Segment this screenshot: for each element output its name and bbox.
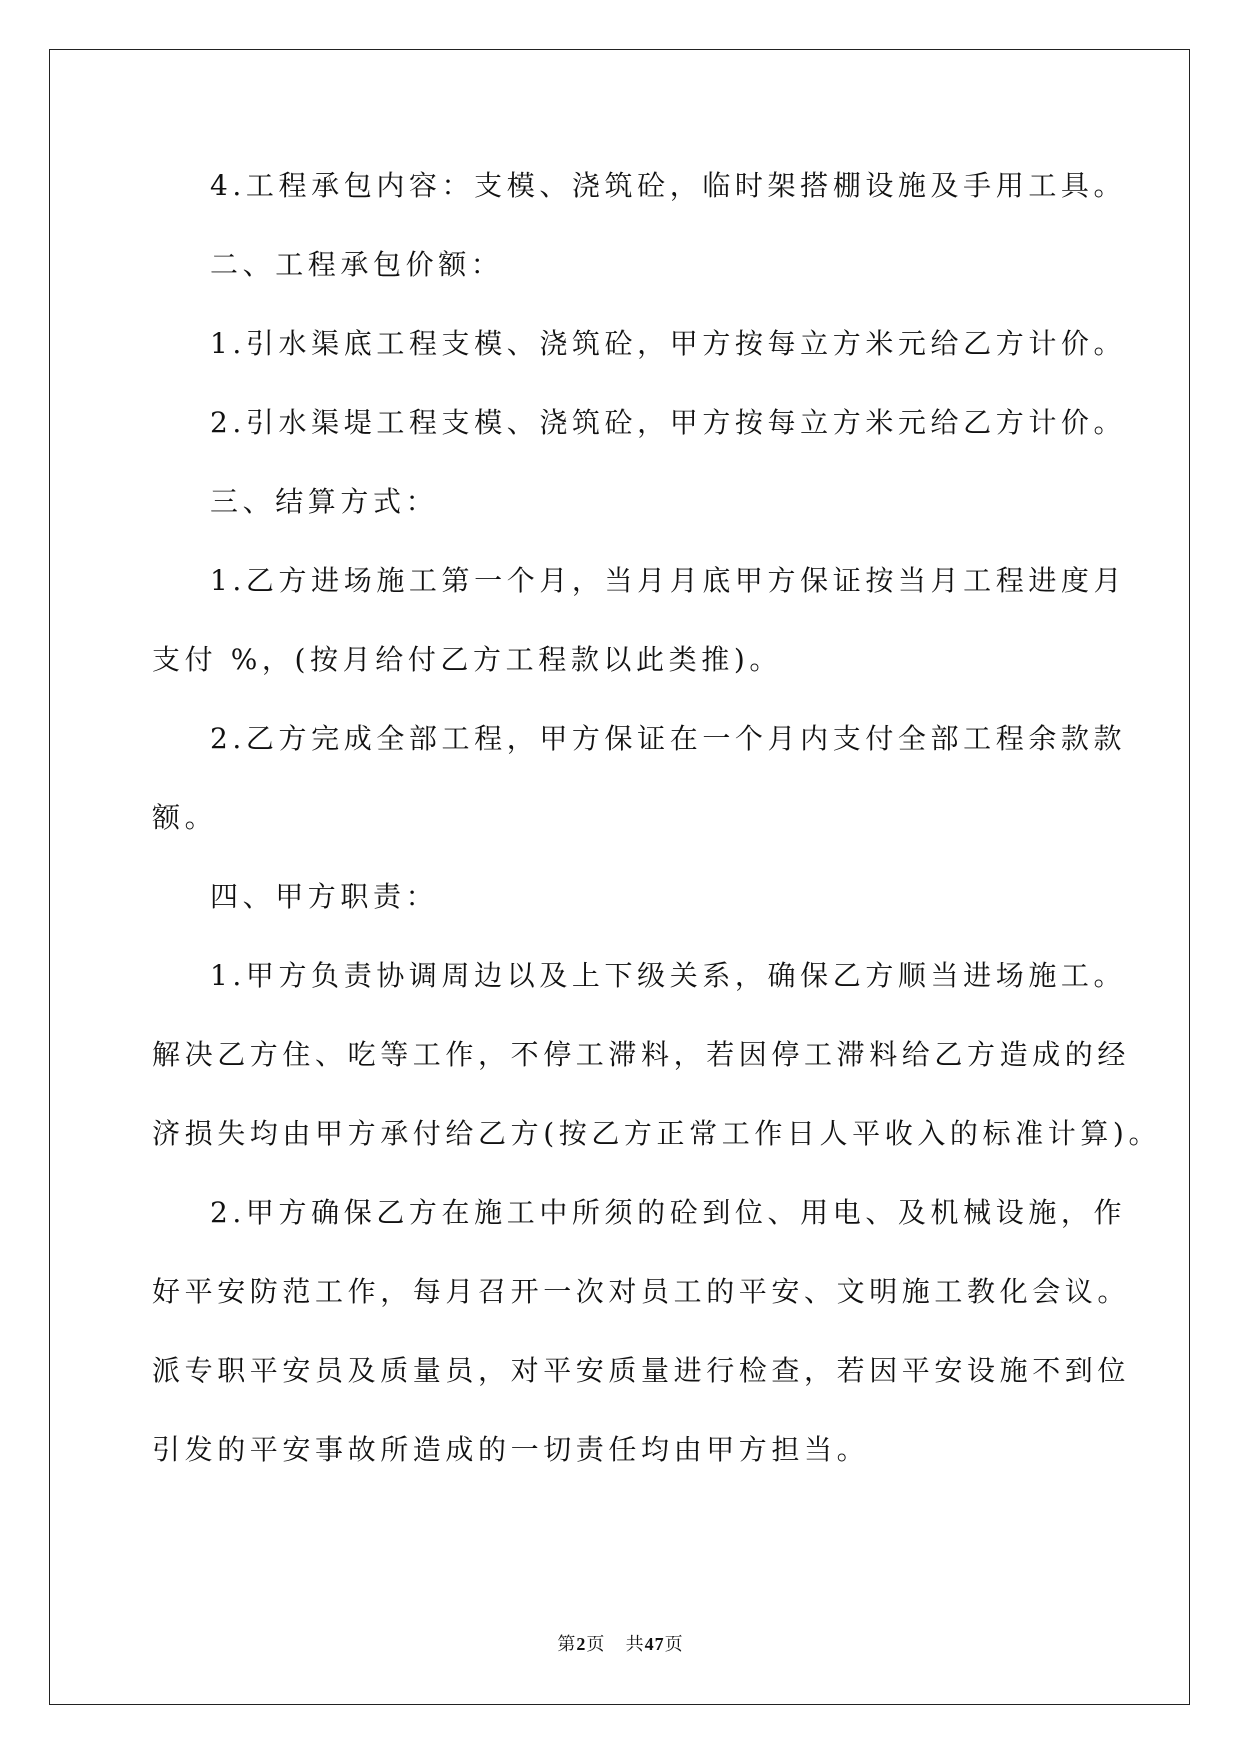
total-page-count: 47 [644, 1634, 665, 1654]
paragraph-line: 好平安防范工作，每月召开一次对员工的平安、文明施工教化会议。 [152, 1275, 1131, 1308]
footer-page-suffix: 页 [586, 1634, 606, 1655]
section-heading: 二、工程承包价额： [210, 248, 504, 281]
paragraph-line: 额。 [152, 801, 218, 834]
paragraph-line: 2.引水渠堤工程支模、浇筑砼，甲方按每立方米元给乙方计价。 [210, 406, 1127, 439]
paragraph-line: 1.甲方负责协调周边以及上下级关系，确保乙方顺当进场施工。 [210, 959, 1127, 992]
paragraph-line: 1.引水渠底工程支模、浇筑砼，甲方按每立方米元给乙方计价。 [210, 327, 1127, 360]
paragraph-line: 4.工程承包内容：支模、浇筑砼，临时架搭棚设施及手用工具。 [210, 169, 1127, 202]
current-page-number: 2 [576, 1634, 587, 1654]
page-footer [0, 1630, 1241, 1656]
section-heading: 四、甲方职责： [210, 880, 439, 913]
footer-prefix: 第 [557, 1634, 577, 1655]
paragraph-line: 2.甲方确保乙方在施工中所须的砼到位、用电、及机械设施，作 [210, 1196, 1127, 1229]
paragraph-line: 2.乙方完成全部工程，甲方保证在一个月内支付全部工程余款款 [210, 722, 1127, 755]
section-heading: 三、结算方式： [210, 485, 439, 518]
footer-total-suffix: 页 [664, 1634, 684, 1655]
footer-total-prefix: 共 [625, 1634, 645, 1655]
paragraph-line: 解决乙方住、吃等工作，不停工滞料，若因停工滞料给乙方造成的经 [152, 1038, 1131, 1071]
paragraph-line: 1.乙方进场施工第一个月，当月月底甲方保证按当月工程进度月 [210, 564, 1127, 597]
paragraph-line: 济损失均由甲方承付给乙方(按乙方正常工作日人平收入的标准计算)。 [152, 1117, 1162, 1150]
paragraph-line: 引发的平安事故所造成的一切责任均由甲方担当。 [152, 1433, 870, 1466]
paragraph-line: 派专职平安员及质量员，对平安质量进行检查，若因平安设施不到位 [152, 1354, 1131, 1387]
paragraph-line: 支付 %，(按月给付乙方工程款以此类推)。 [152, 643, 782, 676]
